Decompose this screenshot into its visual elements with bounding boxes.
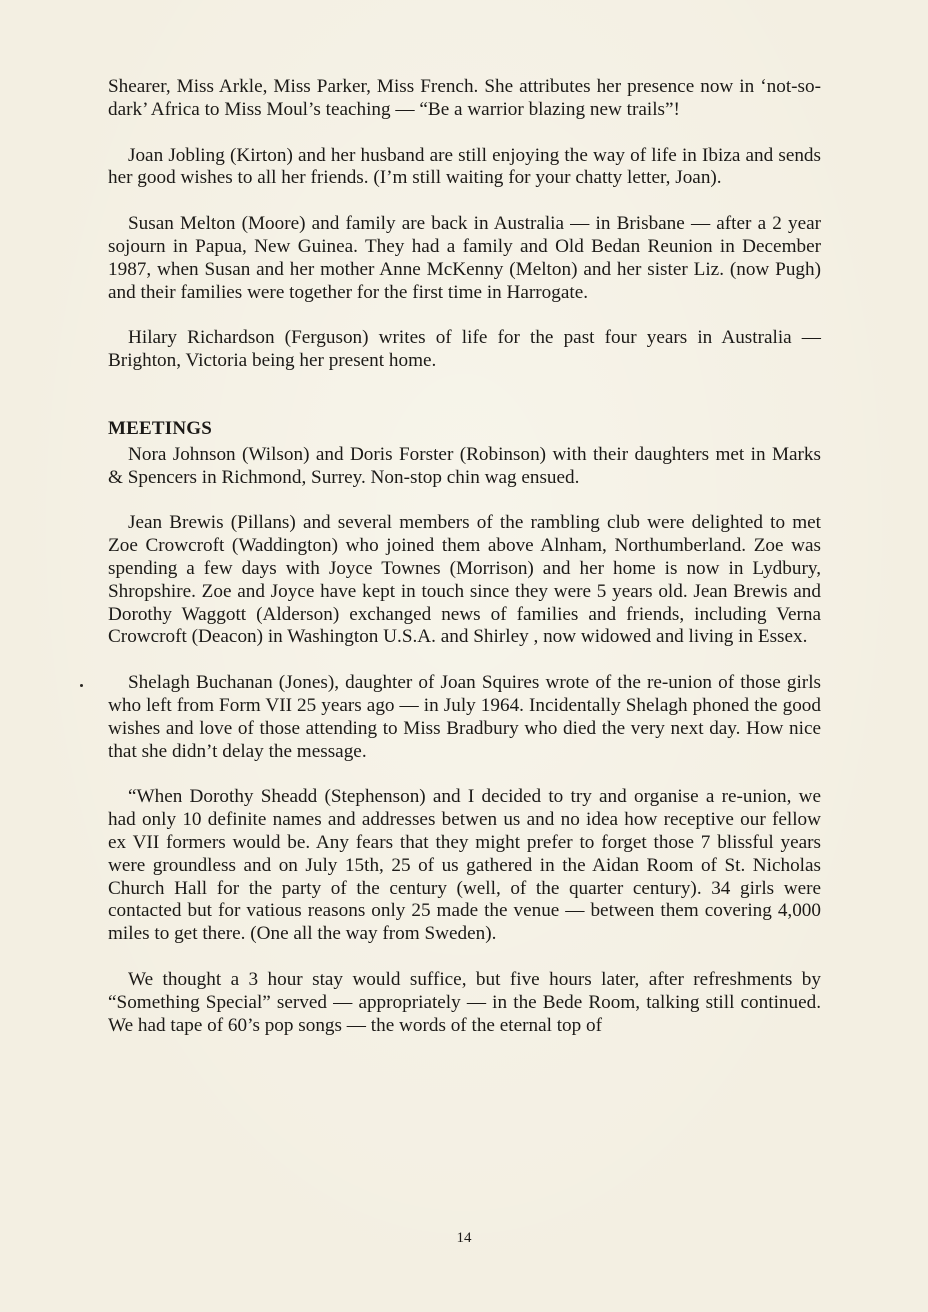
paragraph: Nora Johnson (Wilson) and Doris Forster (Robinson) with their daughters met in Marks & Spencers in Richmond, Surrey. Non-stop chin wag ensued. xyxy=(108,443,821,488)
paragraph: Susan Melton (Moore) and family are back in Australia — in Brisbane — after a 2 year sojourn in Papua, New Guinea. They had a family and Old Bedan Reunion in December 1987, when Susan and her mother Anne McKenny (Melton) and her sister Liz. (now Pugh) and their families were together for the first time in Harrogate. xyxy=(108,213,821,303)
section-heading-meetings: MEETINGS xyxy=(108,417,213,439)
page-body xyxy=(108,76,821,1060)
print-speck xyxy=(80,684,83,687)
paragraph: Joan Jobling (Kirton) and her husband are still enjoying the way of life in Ibiza and sends her good wishes to all her friends. (I’m still waiting for your chatty letter, Joan). xyxy=(108,144,821,189)
paragraph: Jean Brewis (Pillans) and several members of the rambling club were delighted to met Zoe Crowcroft (Waddington) who joined them above Alnham, Northumberland. Zoe was spending a few days with Joyce Townes (Morrison) and her home is now in Lydbury, Shropshire. Zoe and Joyce have kept in touch since they were 5 years old. Jean Brewis and Dorothy Waggott (Alderson) exchanged news of families and friends, including Verna Crowcroft (Deacon) in Washington U.S.A. and Shirley , now widowed and living in Essex. xyxy=(108,512,821,648)
paragraph: “When Dorothy Sheadd (Stephenson) and I decided to try and organise a re-union, we had only 10 definite names and addresses betwen us and no idea how receptive our fellow ex VII formers would be. Any fears that they might prefer to forget those 7 blissful years were groundless and on July 15th, 25 of us gathered in the Aidan Room of St. Nicholas Church Hall for the party of the century (well, of the quarter century). 34 girls were contacted but for vatious reasons only 25 made the venue — between them covering 4,000 miles to get there. (One all the way from Sweden). xyxy=(108,786,821,945)
paragraph: Hilary Richardson (Ferguson) writes of life for the past four years in Australia — Brighton, Victoria being her present home. xyxy=(108,327,821,372)
page-number: 14 xyxy=(456,1230,472,1246)
paragraph: Shelagh Buchanan (Jones), daughter of Joan Squires wrote of the re-union of those girls who left from Form VII 25 years ago — in July 1964. Incidentally Shelagh phoned the good wishes and love of those attending to Miss Bradbury who died the very next day. How nice that she didn’t delay the message. xyxy=(108,672,821,762)
paragraph: We thought a 3 hour stay would suffice, but five hours later, after refreshments by “Something Special” served — appropriately — in the Bede Room, talking still continued. We had tape of 60’s pop songs — the words of the eternal top of xyxy=(108,968,821,1036)
paragraph: Shearer, Miss Arkle, Miss Parker, Miss French. She attributes her presence now in ‘not-so-dark’ Africa to Miss Moul’s teaching — “Be a warrior blazing new trails”! xyxy=(108,76,821,120)
